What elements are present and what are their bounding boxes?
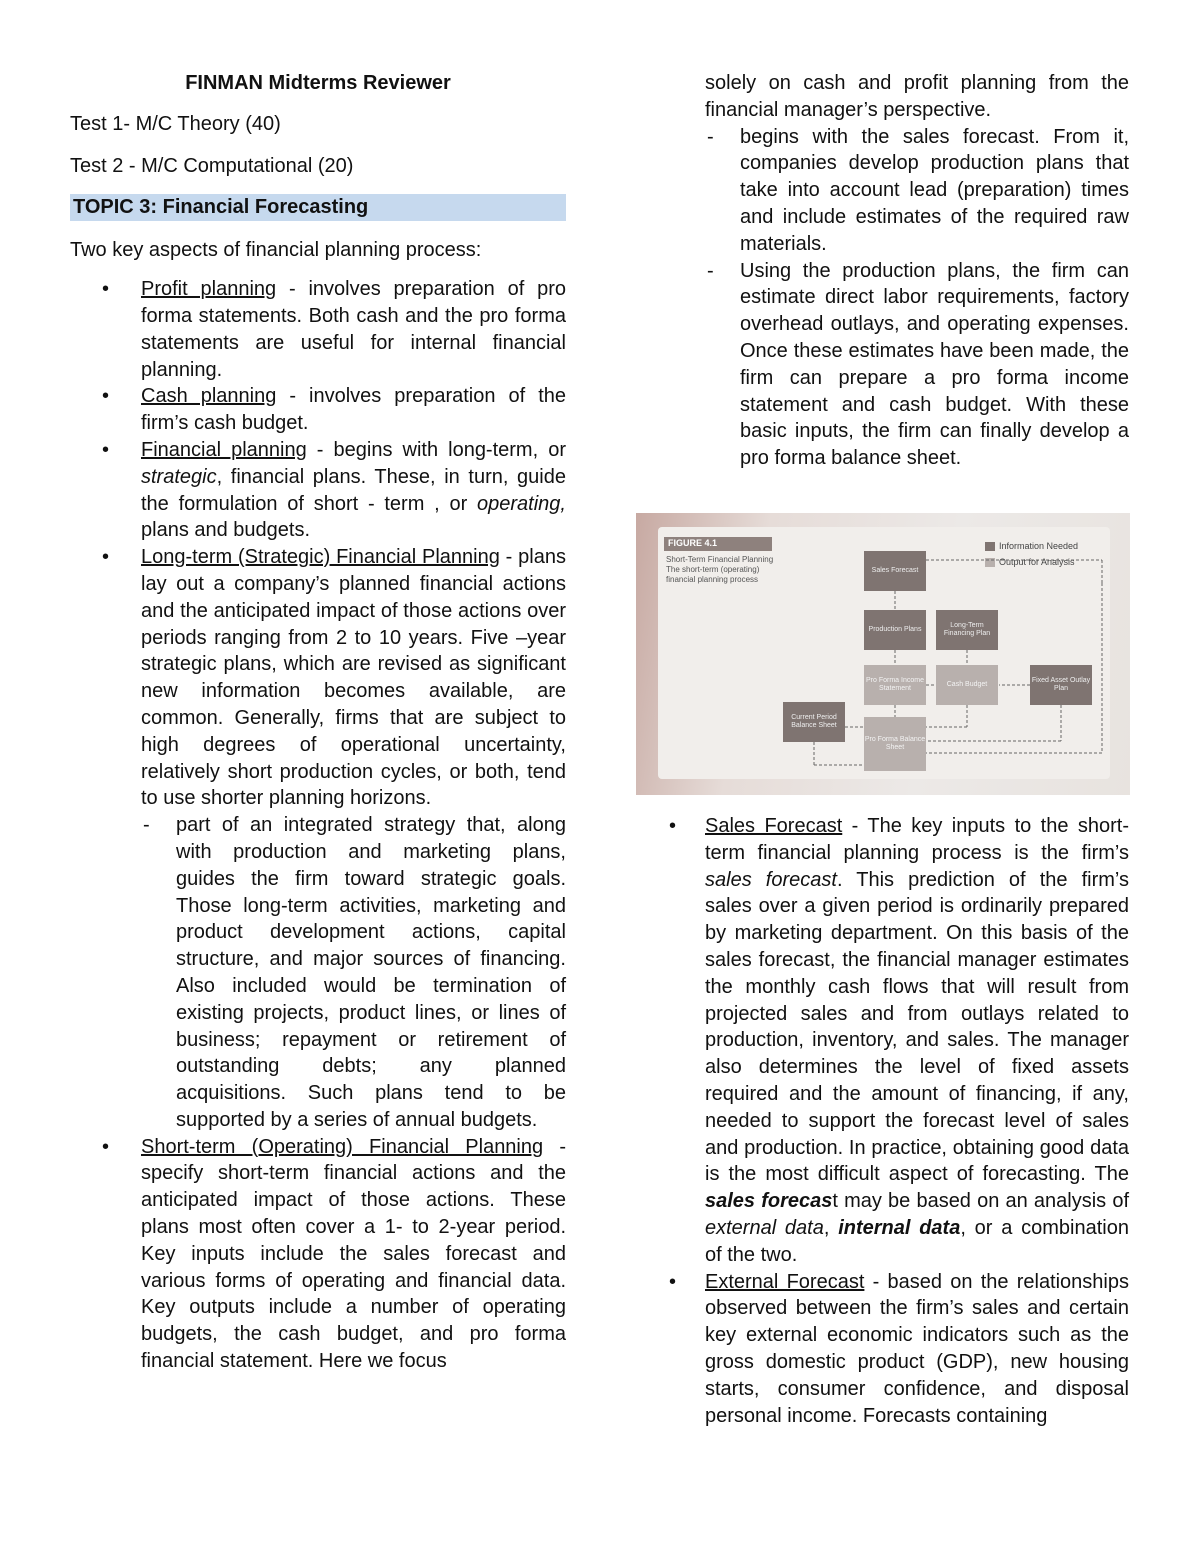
financial-planning-desc-a: - begins with long-term, or <box>306 438 566 461</box>
internal-data-bold-italic: internal data <box>838 1216 961 1239</box>
right-column-bottom <box>705 813 1129 1429</box>
term-cash-planning: Cash planning <box>141 385 277 408</box>
box-long-term-financing: Long-Term Financing Plan <box>936 610 998 650</box>
long-term-desc: - plans lay out a company’s planned financial actions and the anticipated impact of those actions over periods ranging from 2 to 10 years. Five –year strategic plans, which are revised as significant new information becomes available, are common. Generally, firms that are subject to high degrees of operational uncertainty, relatively short production cycles, or both, tend to use shorter planning horizons. <box>141 546 566 810</box>
external-forecast-desc: - based on the relationships observed between the firm’s sales and certain key external economic indicators such as the gross domestic product (GDP), new housing starts, consumer confidence, and disposal personal income. Forecasts containing <box>705 1270 1129 1427</box>
figure-label: FIGURE 4.1 <box>668 538 718 548</box>
figure-caption-title: Short-Term Financial Planning <box>666 555 774 564</box>
forecast-list <box>705 813 1129 1429</box>
list-item-financial-planning <box>70 437 566 544</box>
planning-list <box>70 276 566 1375</box>
list-item-cash-planning <box>70 383 566 437</box>
box-current-balance-sheet: Current Period Balance Sheet <box>783 702 845 742</box>
list-item-long-term-planning <box>70 544 566 1134</box>
term-financial-planning: Financial planning <box>141 438 307 461</box>
long-term-sublist <box>141 812 566 1134</box>
term-sales-forecast: Sales Forecast <box>705 815 843 837</box>
financial-planning-desc-c: plans and budgets. <box>141 519 311 542</box>
box-pro-forma-balance: Pro Forma Balance Sheet <box>864 717 926 771</box>
intro-text: Two key aspects of financial planning process: <box>70 239 482 262</box>
dash-item-production-plans: - Using the production plans, the firm can estimate direct labor requirements, factory overhead outlays, and operating expenses. Once these estimates have been made, the firm can prepare a pro forma income statement and cash budget. With these basic inputs, the firm can finally develop a pro forma balance sheet. <box>705 258 1129 472</box>
box-production-plans: Production Plans <box>864 610 926 650</box>
short-term-desc: - specify short-term financial actions and the anticipated impact of those actions. These plans most often cover a 1- to 2-year period. Key inputs include the sales forecast and various forms of operating and financial data. Key outputs include a number of operating budgets, the cash budget, and pro forma financial statement. Here we focus <box>141 1135 566 1373</box>
figure-short-term-planning <box>636 513 1130 795</box>
term-short-term-planning: Short-term (Operating) Financial Planning <box>141 1135 544 1158</box>
continued-text: solely on cash and profit planning from the financial manager’s perspective. <box>705 72 1129 121</box>
sales-forecast-italic: sales forecast <box>705 868 837 891</box>
box-fixed-asset-outlay: Fixed Asset Outlay Plan <box>1030 665 1092 705</box>
sales-forecast-desc-b: . This prediction of the firm’s sales over a given period is ordinarily prepared by marketing department. On this basis of the sales forecast, the financial manager estimates the monthly cash flows that will result from projected sales and from outlays related to production, inventory, and sales. The manager also determines the level of fixed assets required and the amount of financing, if any, needed to support the forecast level of sales and production. In practice, obtaining good data is the most difficult aspect of forecasting. The <box>705 868 1129 1186</box>
sales-forecast-bold-italic: sales forecas <box>705 1190 833 1213</box>
sales-forecast-desc-e: , or a combination of the two. <box>705 1216 1129 1266</box>
legend-output-label: Output for Analysis <box>999 557 1075 567</box>
dash-item-sales-forecast: - begins with the sales forecast. From it, companies develop production plans that take into account lead (preparation) times and include estimates of the required raw materials. <box>705 124 1129 258</box>
profit-planning-desc: - involves preparation of pro forma statements. Both cash and the pro forma statements are useful for internal financial planning. <box>141 278 566 381</box>
term-profit-planning: Profit planning <box>141 278 277 301</box>
sales-forecast-desc-a: - The key inputs to the short-term financial planning process is the firm’s <box>705 815 1129 864</box>
box-cash-budget: Cash Budget <box>936 665 998 705</box>
list-item-profit-planning <box>70 276 566 383</box>
sales-forecast-comma: , <box>823 1216 839 1239</box>
strategic-italic: strategic <box>141 465 217 488</box>
cash-planning-desc: - involves preparation of the firm’s cash budget. <box>141 385 566 435</box>
financial-planning-desc-b: , financial plans. These, in turn, guide the formulation of short - term , or <box>141 465 566 515</box>
right-dash-list <box>705 124 1129 472</box>
term-external-forecast: External Forecast <box>705 1270 865 1293</box>
operating-italic: operating, <box>477 492 566 515</box>
box-pro-forma-income: Pro Forma Income Statement <box>864 665 926 705</box>
list-item-sales-forecast <box>705 813 1129 1269</box>
legend-needed-label: Information Needed <box>999 541 1079 551</box>
right-column-top <box>705 70 1129 472</box>
figure-caption-sub: The short-term (operating) financial planning process <box>666 565 760 584</box>
long-term-dash-item: - part of an integrated strategy that, along with production and marketing plans, guides the firm toward strategic goals. Those long-term activities, marketing and product development actions, capital structure, and major sources of financing. Also included would be termination of existing projects, product lines, or lines of business; repayment or retirement of outstanding debts; any planned acquisitions. Such plans tend to be supported by a series of annual budgets. <box>141 812 566 1134</box>
document-title: FINMAN Midterms Reviewer <box>185 72 451 94</box>
external-data-italic: external data <box>705 1216 824 1239</box>
term-long-term-planning: Long-term (Strategic) Financial Planning <box>141 546 500 569</box>
test1-line: Test 1- M/C Theory (40) <box>70 112 281 135</box>
left-column <box>70 70 566 1375</box>
topic-heading: TOPIC 3: Financial Forecasting <box>70 194 566 221</box>
box-sales-forecast: Sales Forecast <box>864 551 926 591</box>
figure-card <box>658 527 1110 779</box>
list-item-short-term-planning <box>70 1134 566 1375</box>
test2-line: Test 2 - M/C Computational (20) <box>70 154 354 177</box>
list-item-external-forecast <box>705 1269 1129 1430</box>
sales-forecast-desc-c: t may be based on an analysis of <box>832 1190 1130 1213</box>
